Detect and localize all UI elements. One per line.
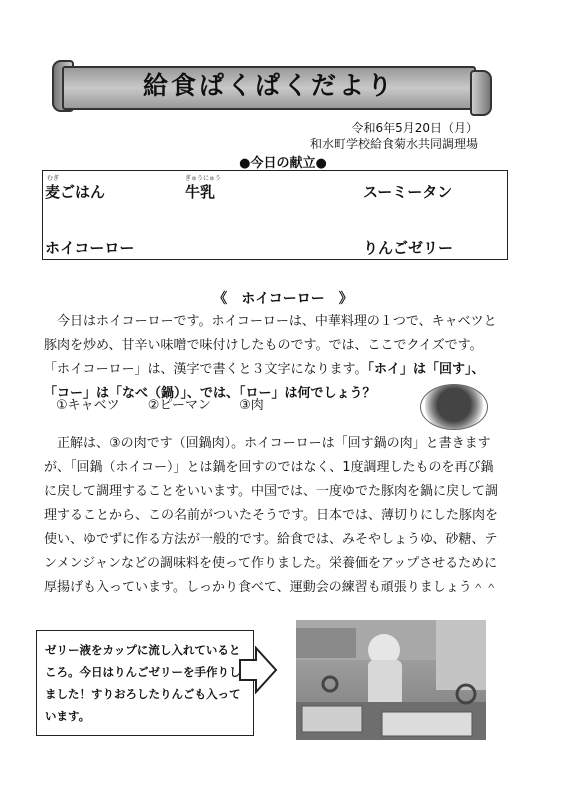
choice-item: ①キャベツ — [56, 398, 120, 413]
kitchen-photo-illustration — [296, 620, 486, 740]
menu-item: スーミータン — [363, 183, 453, 201]
organization-name: 和水町学校給食菊水共同調理場 — [309, 137, 478, 151]
article-title: 《 ホイコーロー 》 — [213, 291, 353, 307]
kitchen-photo — [296, 620, 486, 740]
menu-item: ホイコーロー — [45, 239, 135, 257]
photo-caption: ゼリー液をカップに流し入れているところ。今日はりんごゼリーを手作りしました！すりおろしたりんごも入っています。 — [45, 643, 241, 723]
quiz-choices — [56, 394, 288, 413]
intro-text: 今日はホイコーローです。ホイコーローは、中華料理の１つで、キャベツと豚肉を炒め、甘辛い味噌で味付けしたものです。では、ここでクイズです。「ホイコーロー」は、漢字で書くと３文字になります。 — [44, 314, 497, 377]
title-banner — [52, 56, 492, 116]
choice-item: ③肉 — [239, 398, 264, 413]
menu-box — [42, 170, 508, 260]
article-answer: 正解は、③の肉です（回鍋肉）。ホイコーローは「回す鍋の肉」と書きますが、「回鍋（ホイコー）」とは鍋を回すのではなく、1度調理したものを再び鍋に戻して調理することをいいます。中国では、一度ゆでた豚肉を鍋に戻して調理することから、この名前がついたそうです。日本では、薄切りにした豚肉を使い、ゆでずに作る方法が一般的です。給食では、みそやしょうゆ、砂糖、テンメンジャンなどの調味料を使って作りました。栄養価をアップさせるために厚揚げも入っています。しっかり食べて、運動会の練習も頑張りましょう＾＾ — [44, 436, 498, 595]
menu-item: 麦ごはん — [45, 183, 106, 201]
quiz-question: 「ホイ」は「回す」、「コー」は「なべ（鍋）」、では、「ロー」は何でしょう？ — [44, 362, 485, 401]
article-answer-block — [44, 432, 500, 600]
menu-heading: ●今日の献立● — [239, 156, 327, 171]
scroll-curl-right — [470, 70, 492, 116]
hoikoro-dish-image — [420, 384, 488, 430]
menu-item: 牛乳 — [185, 183, 216, 201]
choice-item: ②ピーマン — [147, 398, 211, 413]
dateline — [310, 120, 478, 152]
menu-item: りんごゼリー — [363, 239, 454, 257]
photo-caption-box — [36, 630, 254, 736]
issue-date: 令和6年5月20日（月） — [351, 121, 478, 135]
menu-item-ruby: むぎ — [47, 175, 60, 182]
menu-item-ruby: ぎゅうにゅう — [185, 175, 221, 182]
arrow-right-icon — [238, 646, 278, 694]
page-title: 給食ぱくぱくだより — [142, 71, 395, 100]
